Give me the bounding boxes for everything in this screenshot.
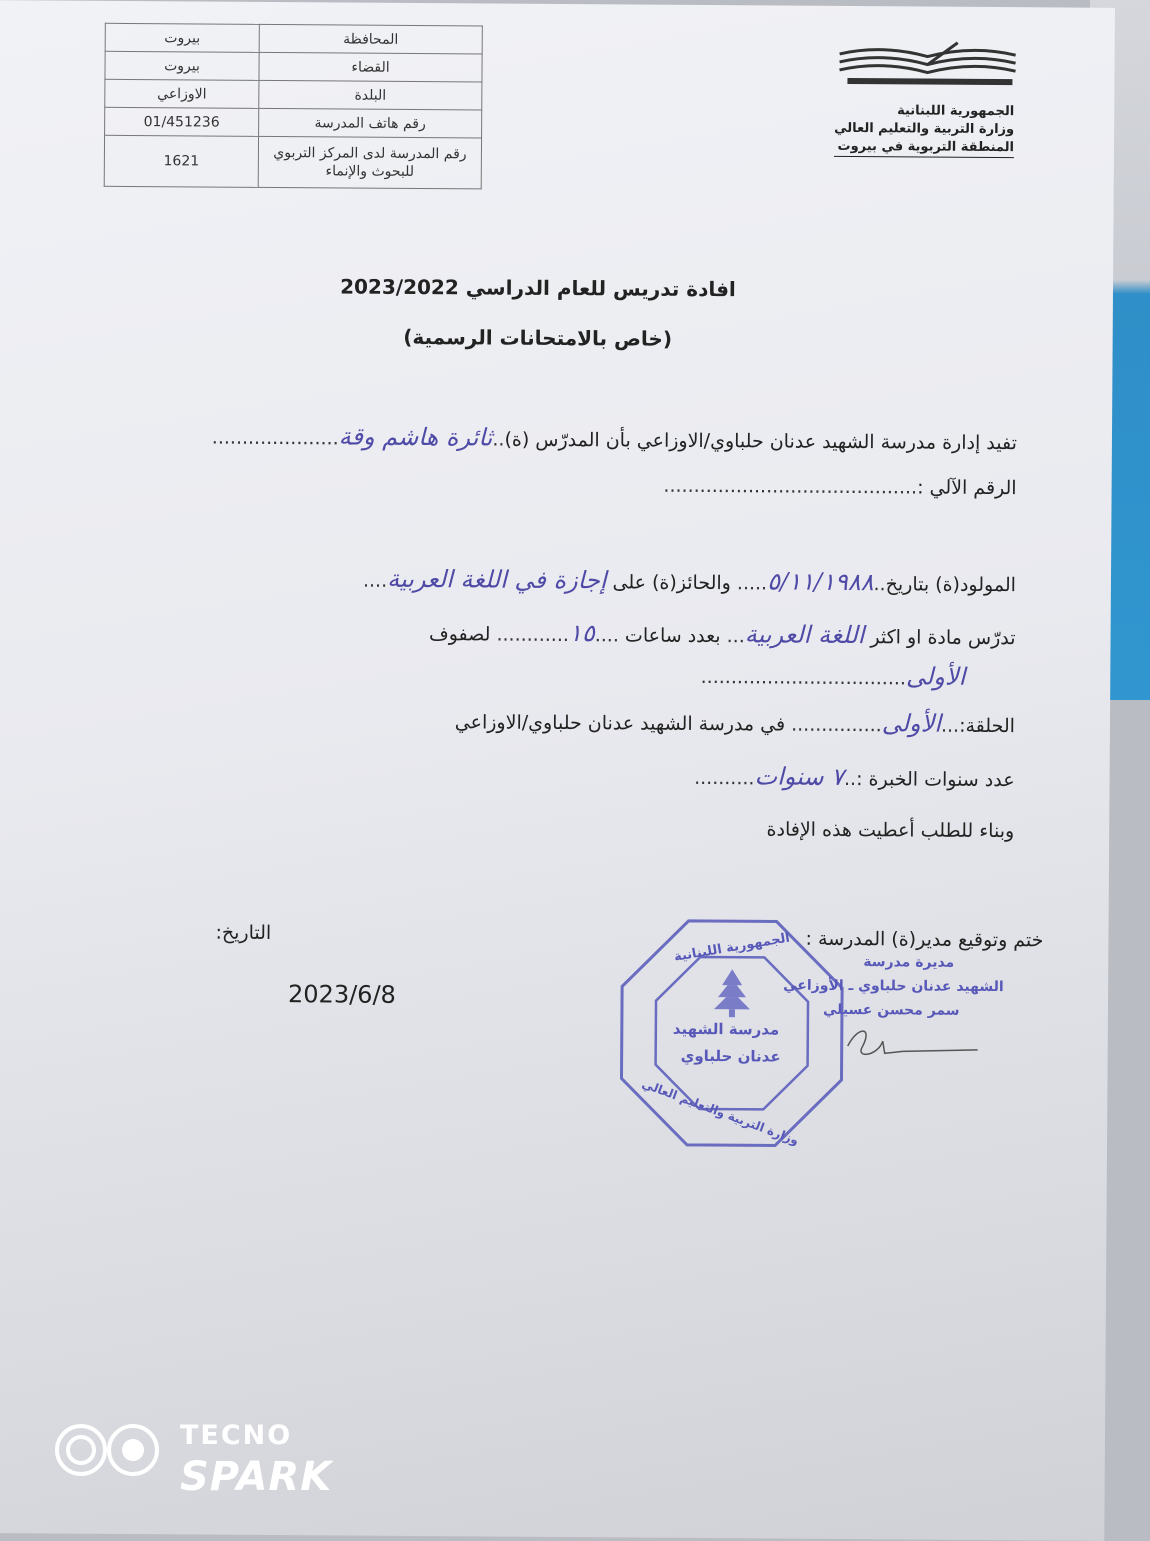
republic-name: الجمهورية اللبنانية	[897, 103, 1015, 120]
classes-label: لصفوف	[428, 623, 491, 646]
school-name-text: في مدرسة الشهيد عدنان حلباوي/الاوزاعي	[454, 711, 786, 736]
ministry-header	[834, 102, 1014, 158]
table-label: القضاء	[259, 52, 482, 82]
experience-handwritten: ٧ سنوات	[754, 762, 845, 791]
birth-date-handwritten: ٥/١١/١٩٨٨	[767, 567, 874, 597]
stamp-center-line-1: مدرسة الشهيد	[672, 1019, 780, 1039]
table-value: 1621	[104, 135, 258, 187]
director-title: مديرة مدرسة	[863, 954, 955, 971]
teacher-label: تفيد إدارة مدرسة الشهيد عدنان حلباوي/الاوزاعي بأن المدرّس (ة)	[504, 428, 1018, 455]
body-line-2: الرقم الآلي :..........................................	[663, 474, 1017, 500]
table-label: المحافظة	[259, 24, 482, 54]
body-line-7: عدد سنوات الخبرة :..٧ سنوات..........	[694, 762, 1015, 792]
table-row	[104, 135, 481, 189]
date-label: التاريخ:	[215, 921, 272, 944]
degree-handwritten: إجازة في اللغة العربية	[387, 564, 607, 595]
classes-handwritten: الأولى	[905, 662, 966, 691]
stamp-center-line-2: عدنان حلباوي	[680, 1046, 781, 1066]
subject-handwritten: اللغة العربية	[744, 620, 865, 650]
table-row	[105, 23, 482, 54]
body-line-5: الأولى..................................	[700, 662, 966, 691]
document-title: افادة تدريس للعام الدراسي 2023/2022	[340, 274, 736, 302]
document-subtitle: (خاص بالامتحانات الرسمية)	[403, 324, 673, 351]
table-row	[105, 107, 482, 138]
region-name: المنطقة التربوية في بيروت	[834, 138, 1014, 158]
table-value: الاوزاعي	[105, 79, 259, 108]
stamp-bottom-text: وزارة التربية والتعليم العالي	[640, 1076, 801, 1148]
table-value: 01/451236	[105, 107, 259, 136]
body-line-4: تدرّس مادة او اكثر اللغة العربية... بعدد ساعات ....١٥............ لصفوف	[428, 619, 1016, 650]
table-value: بيروت	[105, 51, 259, 80]
table-label: رقم المدرسة لدى المركز التربوي للبحوث والإنماء	[258, 136, 481, 189]
experience-label: عدد سنوات الخبرة :	[856, 768, 1015, 792]
school-info-table	[104, 23, 483, 190]
auto-number-label: الرقم الآلي :	[917, 476, 1017, 500]
signature-scribble-icon	[843, 1021, 983, 1067]
table-row	[105, 51, 482, 82]
table-value: بيروت	[105, 23, 259, 52]
signature-label: ختم وتوقيع مدير(ة) المدرسة :	[805, 927, 1044, 952]
hours-handwritten: ١٥	[568, 619, 595, 648]
cycle-label: الحلقة:	[959, 714, 1016, 738]
body-line-1: تفيد إدارة مدرسة الشهيد عدنان حلباوي/الاوزاعي بأن المدرّس (ة)..ثائرة هاشم وقة.....................	[211, 422, 1018, 455]
stamp-ring-text: الجمهورية اللبنانية	[672, 930, 791, 965]
ministry-name: وزارة التربية والتعليم العالي	[834, 120, 1015, 138]
subject-label: تدرّس مادة او اكثر	[870, 626, 1016, 650]
director-school: الشهيد عدنان حلباوي ـ الأوزاعي	[783, 977, 1004, 996]
cycle-handwritten: الأولى	[881, 709, 942, 738]
brand-line-1: TECNO	[180, 1420, 293, 1451]
body-line-3: المولود(ة) بتاريخ..٥/١١/١٩٨٨..... والحائز(ة) على إجازة في اللغة العربية....	[362, 564, 1017, 597]
brand-line-2: SPARK	[180, 1454, 333, 1500]
hours-label: بعدد ساعات	[624, 624, 721, 648]
body-line-6: الحلقة:...الأولى............... في مدرسة الشهيد عدنان حلباوي/الاوزاعي	[454, 709, 1016, 738]
closing-text: وبناء للطلب أعطيت هذه الإفادة	[766, 818, 1015, 843]
camera-watermark	[55, 1420, 333, 1500]
degree-label: والحائز(ة) على	[612, 571, 731, 595]
table-row	[105, 79, 482, 110]
date-value: 2023/6/8	[287, 980, 396, 1009]
director-name: سمر محسن عسيلي	[822, 1001, 960, 1019]
table-label: رقم هاتف المدرسة	[259, 108, 482, 138]
camera-lens-icon	[55, 1420, 160, 1480]
teacher-name-handwritten: ثائرة هاشم وقة	[338, 422, 493, 452]
body-line-8	[767, 818, 1015, 842]
table-label: البلدة	[259, 80, 482, 110]
birth-date-label: المولود(ة) بتاريخ	[885, 573, 1017, 597]
ministry-book-logo-icon	[837, 40, 1017, 91]
